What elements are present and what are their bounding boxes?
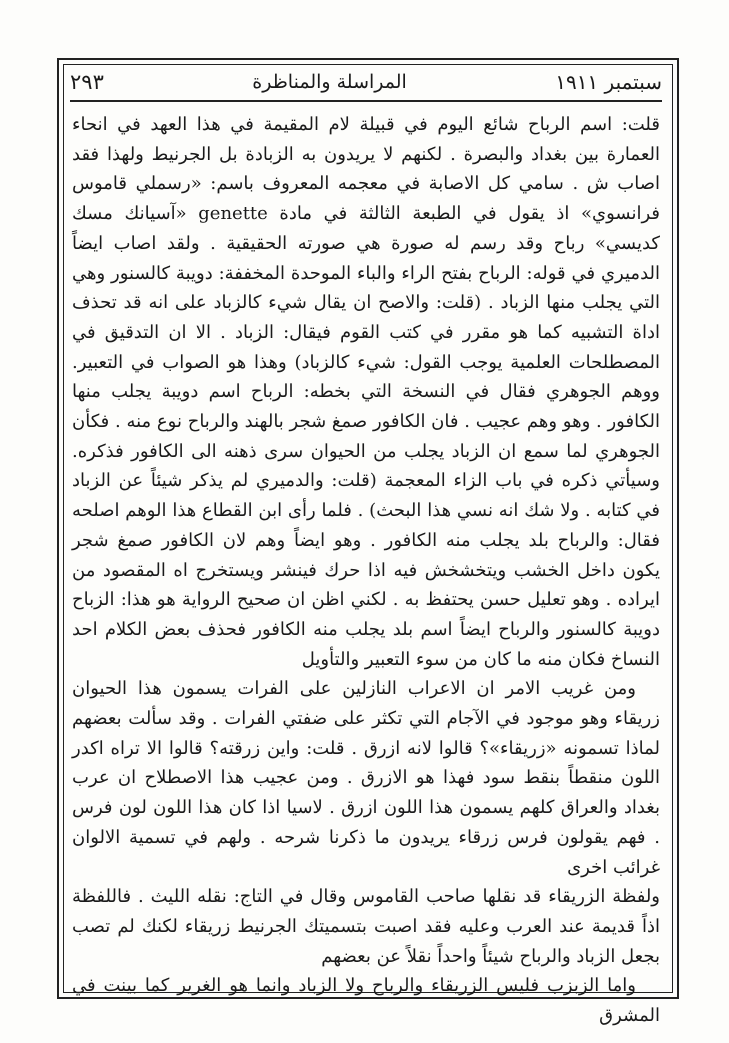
article-body <box>72 110 660 1031</box>
paragraph-3: ولفظة الزريقاء قد نقلها صاحب القاموس وقال في التاج: نقله الليث . فاللفظة اذاً قديمة عند العرب وعليه فقد اصبت بتسميتك الجرنيط زريقاء لكنك لم تصب بجعل الزباد والرباح شيئاً واحداً نقلاً عن بعضهم <box>72 886 660 967</box>
header-date: سبتمبر ١٩١١ <box>555 70 662 94</box>
paragraph-4: واما الزبزب فليس الزريقاء والرباح ولا الزباد وانما هو الغرير كما بينت في المشرق <box>72 975 660 1027</box>
paragraph-2: ومن غريب الامر ان الاعراب النازلين على الفرات يسمون هذا الحيوان زريقاء وهو موجود في الآجام التي تكثر على ضفتي الفرات . وقد سألت بعضهم لماذا تسمونه «زريقاء»؟ قالوا لانه ازرق . قلت: واين زرقته؟ قالوا الا تراه اكدر اللون منقطاً بنقط سود فهذا هو الازرق . ومن عجيب هذا الاصطلاح ان عرب بغداد والعراق كلهم يسمون هذا اللون ازرق . لاسيا اذا كان هذا اللون لون فرس . فهم يقولون فرس زرقاء يريدون ما ذكرنا شرحه . ولهم في تسمية الالوان غرائب اخرى <box>72 678 660 878</box>
paragraph-1: قلت: اسم الرباح شائع اليوم في قبيلة لام المقيمة في هذا العهد في انحاء العمارة بين بغداد والبصرة . لكنهم لا يريدون به الزبادة بل الجرنيط ولهذا فقد اصاب ش . سامي كل الاصابة في معجمه المعروف باسم: «رسملي قاموس فرانسوي» اذ يقول في الطبعة الثالثة في مادة genette «آسيانك مسك كديسي» رباح وقد رسم له صورة هي صورته الحقيقية . ولقد اصاب ايضاً الدميري في قوله: الرباح بفتح الراء والباء الموحدة المخففة: دويبة كالسنور وهي التي يجلب منها الزباد . (قلت: والاصح ان يقال شيء كالزباد على انه قد تحذف اداة التشبيه كما هو مقرر في كتب القوم فيقال: الزباد . الا ان التدقيق في المصطلحات العلمية يوجب القول: شيء كالزباد) وهذا هو الصواب في التعبير. ووهم الجوهري فقال في النسخة التي بخطه: الرباح اسم دويبة يجلب منها الكافور . وهو وهم عجيب . فان الكافور صمغ شجر بالهند والرباح نوع منه . فكأن الجوهري لما سمع ان الزباد يجلب من الحيوان سرى ذهنه الى الكافور فذكره. وسيأتي ذكره في باب الزاء المعجمة (قلت: والدميري لم يذكر شيئاً عن الزباد في كتابه . ولا شك انه نسي هذا البحث) . فلما رأى ابن القطاع هذا الوهم اصلحه فقال: والرباح بلد يجلب منه الكافور . وهو ايضاً وهم لان الكافور صمغ شجر يكون داخل الخشب ويتخشخش فيه اذا حرك فينشر ويستخرج اه المقصود من ايراده . وهو تعليل حسن يحتفظ به . لكني اظن ان صحيح الرواية هو هذا: الزباح دويبة كالسنور والرباح ايضاً اسم بلد يجلب منه الكافور فحذف بعض الكلام احد النساخ فكان منه ما كان من سوء التعبير والتأويل <box>72 114 660 670</box>
page-header <box>70 64 662 102</box>
page-number: ٢٩٣ <box>70 70 104 94</box>
header-title: المراسلة والمناظرة <box>252 71 407 93</box>
